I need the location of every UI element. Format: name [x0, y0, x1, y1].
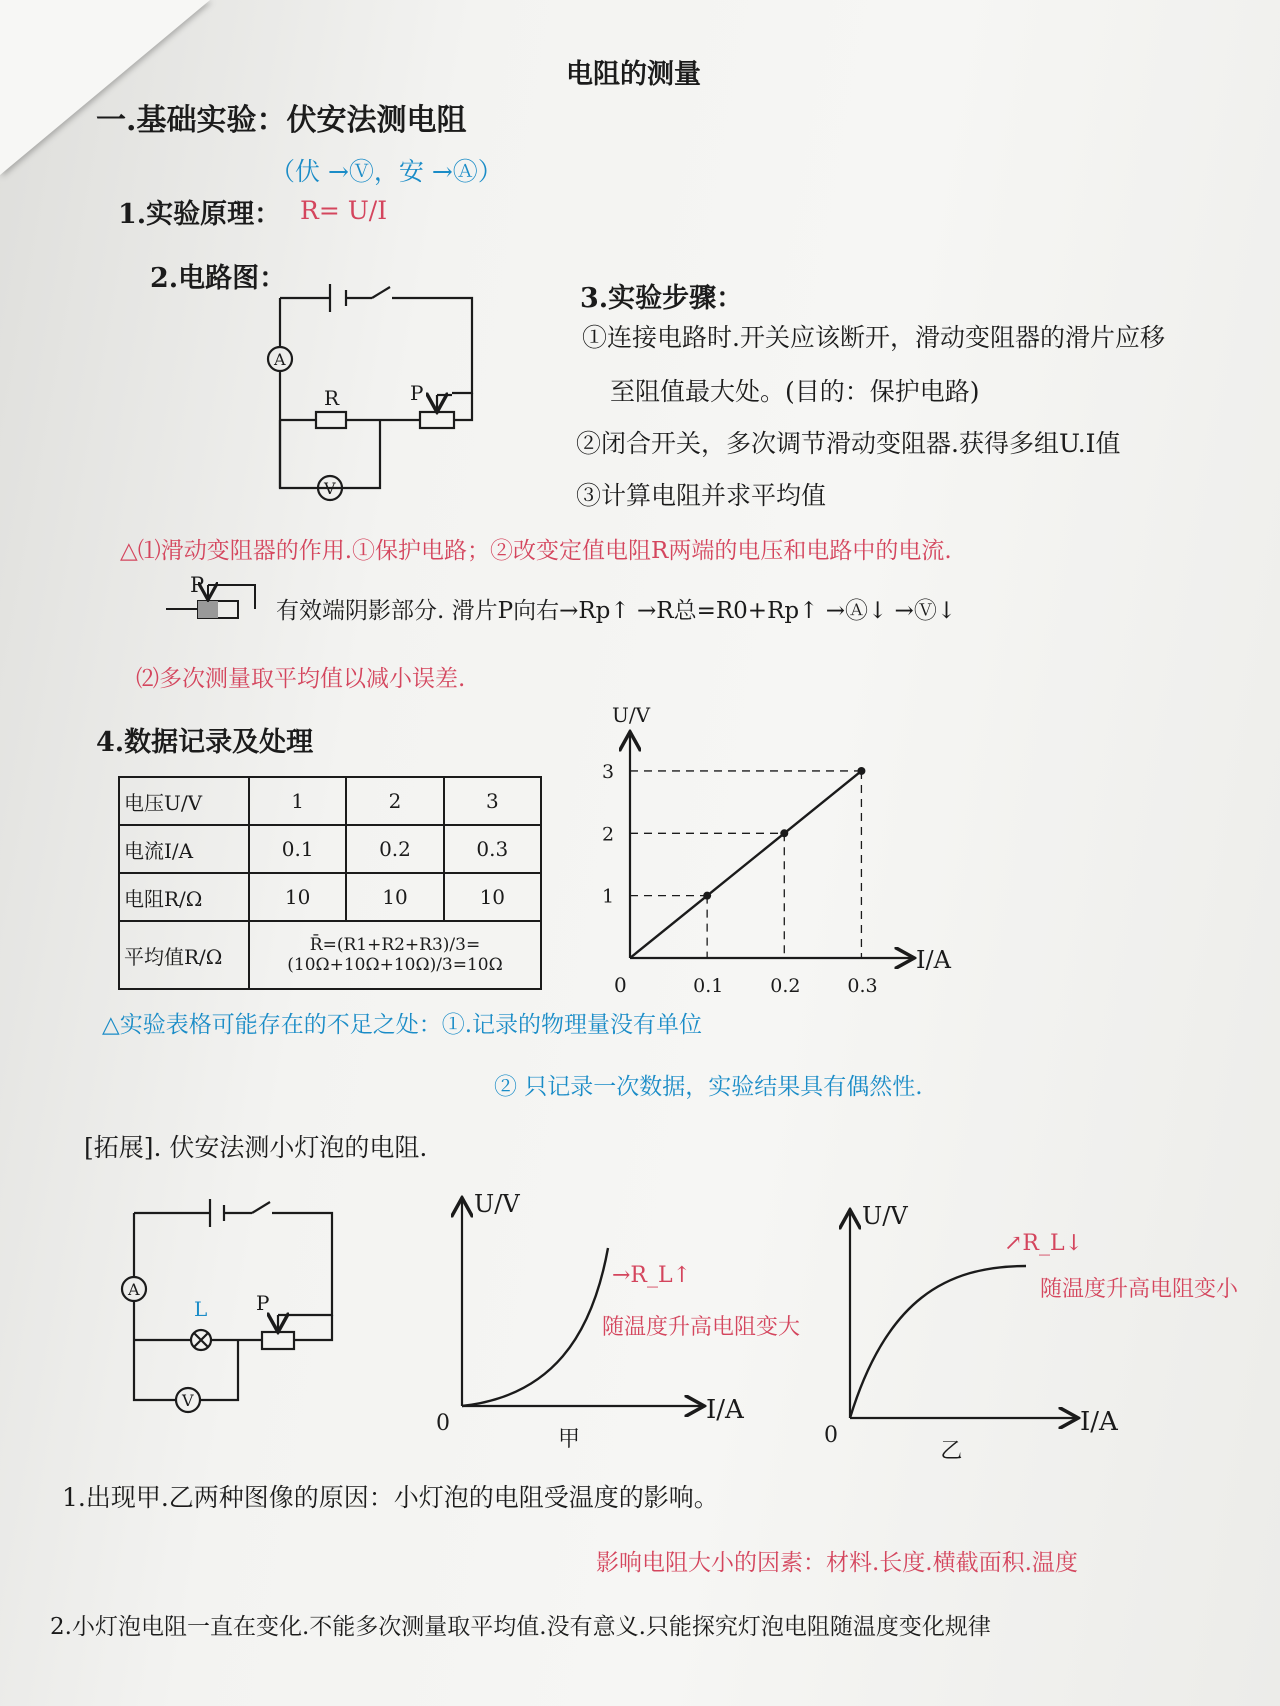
curve-annotation-detail: 随温度升高电阻变小: [1040, 1277, 1239, 1302]
x-tick-label: 0.2: [770, 975, 801, 997]
slider-label: P: [410, 381, 424, 405]
y-axis-label: U/V: [612, 703, 651, 727]
chart-caption: 甲: [558, 1427, 581, 1452]
rheostat-sketch: [166, 585, 255, 618]
deficiency-2: ② 只记录一次数据，实验结果具有偶然性.: [494, 1074, 923, 1100]
table-cell: 0.1: [249, 825, 346, 873]
deficiency-1: △实验表格可能存在的不足之处：①.记录的物理量没有单位: [102, 1012, 702, 1038]
voltmeter-label: V: [324, 479, 336, 498]
table-cell: 2: [346, 777, 443, 825]
conclusion-1: 1.出现甲.乙两种图像的原因：小灯泡的电阻受温度的影响。: [62, 1483, 719, 1512]
table-cell: 电压U/V: [119, 777, 249, 825]
table-cell: 3: [444, 777, 541, 825]
table-cell: 平均值R/Ω: [119, 921, 249, 989]
table-cell: 10: [444, 873, 541, 921]
table-cell: 电流I/A: [119, 825, 249, 873]
table-cell: 电阻R/Ω: [119, 873, 249, 921]
series-line: [630, 771, 861, 958]
extension-heading: [拓展]. 伏安法测小灯泡的电阻.: [84, 1133, 428, 1162]
chart-lamp-jia: [436, 1190, 800, 1452]
series-curve: [462, 1248, 608, 1406]
circuit-diagram-1: [268, 284, 472, 500]
lamp-label: L: [194, 1297, 208, 1321]
ammeter-label: A: [274, 350, 286, 369]
y-tick-label: 2: [602, 823, 615, 846]
origin-label: 0: [824, 1423, 838, 1448]
step-1a: ①连接电路时.开关应该断开，滑动变阻器的滑片应移: [582, 323, 1165, 352]
table-cell: 10: [249, 873, 346, 921]
table-cell: 0.3: [444, 825, 541, 873]
y-axis-label: U/V: [474, 1190, 520, 1218]
y-tick-label: 3: [602, 760, 615, 783]
note-rheostat-role: △⑴滑动变阻器的作用.①保护电路；②改变定值电阻R两端的电压和电路中的电流.: [120, 538, 952, 564]
x-tick-label: 0.3: [847, 975, 878, 997]
meter-note: （伏 →Ⓥ，安 →Ⓐ）: [270, 157, 503, 186]
principle-label: 1.实验原理：: [118, 199, 282, 230]
table-cell-average-formula: R̄=(R1+R2+R3)/3=(10Ω+10Ω+10Ω)/3=10Ω: [249, 921, 541, 989]
curve-annotation-detail: 随温度升高电阻变大: [602, 1315, 801, 1340]
data-heading: 4.数据记录及处理: [96, 727, 314, 758]
rheostat-p-label: P: [190, 573, 205, 597]
circuit-diagram-2: [122, 1199, 332, 1412]
step-3: ③计算电阻并求平均值: [576, 481, 827, 510]
series-curve: [850, 1266, 1026, 1418]
note-rheostat-effect: 有效端阴影部分. 滑片P向右→Rp↑ →R总=R0+Rp↑ →Ⓐ↓ →Ⓥ↓: [276, 598, 957, 624]
x-axis-label: I/A: [916, 946, 951, 974]
curve-annotation: ↗R_L↓: [1004, 1231, 1084, 1256]
circuit-label: 2.电路图：: [150, 263, 287, 294]
table-cell: 0.2: [346, 825, 443, 873]
step-2: ②闭合开关，多次调节滑动变阻器.获得多组U.I值: [576, 429, 1121, 458]
origin-label: 0: [436, 1411, 450, 1436]
x-axis-label: I/A: [1080, 1407, 1118, 1437]
voltmeter-2-label: V: [182, 1391, 194, 1410]
steps-heading: 3.实验步骤：: [580, 283, 744, 314]
chart-lamp-yi: [824, 1202, 1239, 1464]
chart-caption: 乙: [940, 1439, 963, 1464]
curve-annotation: →R_L↑: [612, 1263, 692, 1288]
chart-ohm-line: [602, 703, 952, 997]
step-1b: 至阻值最大处。(目的：保护电路): [610, 377, 980, 406]
conclusion-1-note: 影响电阻大小的因素：材料.长度.横截面积.温度: [596, 1550, 1078, 1576]
resistor-label: R: [324, 386, 340, 410]
ammeter-2-label: A: [128, 1280, 140, 1299]
principle-formula: R= U/I: [300, 196, 388, 225]
conclusion-2: 2.小灯泡电阻一直在变化.不能多次测量取平均值.没有意义.只能探究灯泡电阻随温度变化规律: [50, 1614, 991, 1640]
y-tick-label: 1: [602, 885, 615, 908]
note-average: ⑵多次测量取平均值以减小误差.: [136, 666, 466, 692]
y-axis-label: U/V: [862, 1202, 908, 1230]
x-tick-label: 0.1: [693, 975, 724, 997]
table-cell: 10: [346, 873, 443, 921]
table-cell: 1: [249, 777, 346, 825]
origin-label: 0: [614, 973, 627, 997]
slider-2-label: P: [256, 1291, 270, 1315]
x-axis-label: I/A: [706, 1395, 744, 1425]
page-title: 电阻的测量: [566, 59, 701, 90]
section-heading-basic: 一.基础实验：伏安法测电阻: [96, 103, 467, 138]
